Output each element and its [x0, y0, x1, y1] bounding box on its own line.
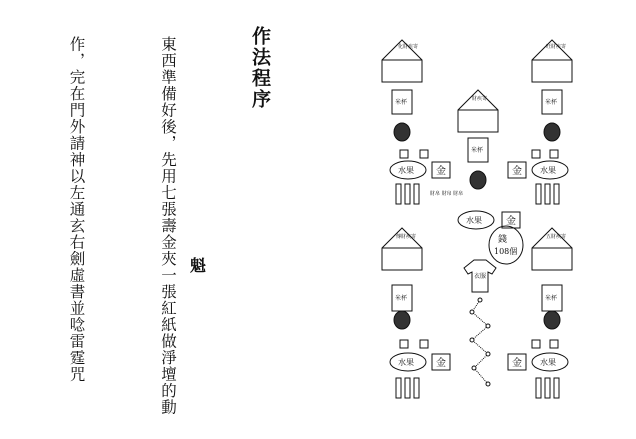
- instruction-text: [0, 36, 244, 416]
- tablet-top-left-label: 化財疾寄: [398, 44, 419, 50]
- fruit-label-5: 水果: [540, 358, 556, 367]
- altar-diagram: [360, 0, 636, 439]
- rice-cup-label-1: 米杯: [395, 99, 408, 106]
- incense-burner-top-right: [544, 123, 560, 141]
- rice-cup-label-2: 米杯: [545, 99, 558, 106]
- gold-label-2: 金: [512, 166, 522, 177]
- fruit-label-2: 水果: [540, 166, 556, 175]
- rice-cup-label-3: 米杯: [471, 147, 484, 154]
- fruit-label-4: 水果: [398, 358, 414, 367]
- tablet-center-label: 財疾寄: [472, 96, 488, 102]
- clothing-label: 衣服: [474, 273, 487, 280]
- center-note: 財帛 財帛 財帛: [430, 191, 464, 197]
- page-title: 作法程序: [249, 26, 271, 110]
- fruit-label-1: 水果: [398, 166, 414, 175]
- text-column-1: 東西準備好後，先用七張壽金夾一張紅紙做淨壇的動: [159, 36, 177, 416]
- text-column-2-head: 作，完在門外請神以左通玄右劍虛書: [67, 36, 86, 300]
- gold-label-5: 金: [512, 358, 522, 369]
- gold-label-1: 金: [436, 166, 446, 177]
- gold-label-3: 金: [506, 216, 516, 227]
- incense-burner-top-left: [394, 123, 410, 141]
- coin-offering: [489, 226, 523, 264]
- text-column-2-tail: 並唸雷霆咒: [67, 300, 86, 383]
- rice-cup-label-5: 米杯: [545, 295, 558, 302]
- incense-burner-bottom-right: [544, 311, 560, 329]
- tablet-top-right-label: 旺財疾寄: [546, 44, 567, 50]
- tablet-bottom-left-label: 傳財疾寄: [396, 234, 417, 240]
- coin-label-bottom: 108個: [494, 247, 518, 256]
- tablet-bottom-right-label: 五財疾寄: [546, 234, 567, 240]
- talisman-seal-glyph: 魁: [190, 256, 207, 275]
- text-column-2: [61, 36, 92, 416]
- rice-cup-label-4: 米杯: [395, 295, 408, 302]
- incense-burner-bottom-left: [394, 311, 410, 329]
- coin-label-top: 錢: [498, 235, 508, 245]
- fruit-label-3: 水果: [466, 216, 482, 225]
- incense-burner-center: [470, 171, 486, 189]
- gold-label-4: 金: [436, 358, 446, 369]
